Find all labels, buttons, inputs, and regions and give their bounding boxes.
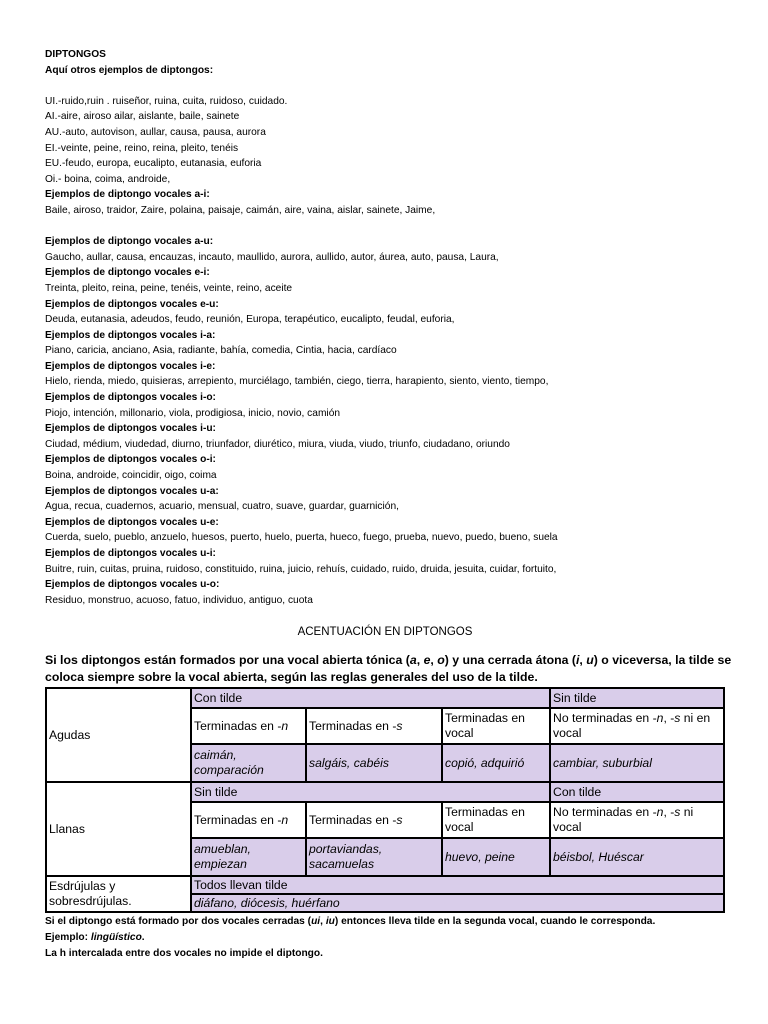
group-words: Piojo, intención, millonario, viola, prodigiosa, inicio, novio, camión bbox=[45, 407, 341, 419]
group-words: Agua, recua, cuadernos, acuario, mensual, cuatro, suave, guardar, guarnición, bbox=[45, 501, 399, 513]
cell-text: Terminadas en - bbox=[309, 812, 397, 827]
esdrujulas-rule: Todos llevan tilde bbox=[191, 876, 724, 894]
row-label-agudas: Agudas bbox=[46, 688, 191, 782]
note-example-word: lingüístico bbox=[90, 931, 142, 943]
document-heading: DIPTONGOS bbox=[45, 49, 106, 60]
group-title: Ejemplos de diptongos vocales u-a: bbox=[45, 485, 219, 497]
cell-letter: s bbox=[674, 805, 681, 820]
header-no-terminadas bbox=[550, 708, 724, 744]
cell-letter: n bbox=[281, 812, 289, 827]
note-text: ) entonces lleva tilde en la segunda vocal, cuando le corresponda. bbox=[334, 916, 656, 928]
intro-vowel: e bbox=[423, 653, 431, 668]
intro-text: , bbox=[579, 653, 587, 668]
group-words: Treinta, pleito, reina, peine, tenéis, veinte, reino, aceite bbox=[45, 282, 293, 294]
basic-line: AI.-aire, airoso ailar, aislante, baile, sainete bbox=[45, 111, 240, 123]
header-terminadas-vocal: Terminadas en vocal bbox=[442, 708, 550, 744]
table-row bbox=[46, 688, 724, 708]
example-cell: caimán, comparación bbox=[191, 744, 306, 782]
table-row bbox=[46, 782, 724, 802]
document-body bbox=[45, 47, 732, 961]
accent-intro bbox=[45, 652, 732, 686]
cell-letter: s bbox=[674, 711, 681, 726]
cell-text: Terminadas en - bbox=[309, 718, 397, 733]
accent-section-title: ACENTUACIÓN EN DIPTONGOS bbox=[297, 626, 473, 639]
group-words: Cuerda, suelo, pueblo, anzuelo, huesos, puerto, huelo, puerta, hueco, fuego, prueba, nuevo, puedo, bueno, suela bbox=[45, 532, 558, 544]
group-title: Ejemplos de diptongos vocales u-e: bbox=[45, 516, 219, 528]
group-title: Ejemplos de diptongos vocales u-o: bbox=[45, 579, 220, 591]
group-words: Baile, airoso, traidor, Zaire, polaina, paisaje, caimán, aire, vaina, aislar, sainete, Jaime, bbox=[45, 204, 436, 216]
header-terminadas-s bbox=[306, 708, 442, 744]
header-terminadas-vocal: Terminadas en vocal bbox=[442, 802, 550, 838]
esdrujulas-examples: diáfano, diócesis, huérfano bbox=[191, 894, 724, 912]
note-example bbox=[45, 930, 725, 946]
group-title: Ejemplos de diptongo vocales a-u: bbox=[45, 236, 214, 248]
document-subheading: Aquí otros ejemplos de diptongos: bbox=[45, 64, 214, 76]
group-title: Ejemplos de diptongo vocales e-i: bbox=[45, 267, 210, 279]
example-cell: amueblan, empiezan bbox=[191, 838, 306, 876]
group-words: Piano, caricia, anciano, Asia, radiante, bahía, comedia, Cintia, hacia, cardíaco bbox=[45, 345, 397, 357]
example-cell: salgáis, cabéis bbox=[306, 744, 442, 782]
group-words: Deuda, eutanasia, adeudos, feudo, reunión, Europa, terapéutico, eucalipto, feudal, euforia, bbox=[45, 314, 455, 326]
cell-text: No terminadas en - bbox=[553, 805, 657, 820]
group-words: Ciudad, médium, viudedad, diurno, triunfador, diurético, miura, viuda, viudo, triunfo, ciudadano, oriundo bbox=[45, 438, 510, 450]
group-header-con-tilde: Con tilde bbox=[191, 688, 550, 708]
intro-text: Si los diptongos están formados por una vocal abierta tónica ( bbox=[45, 653, 410, 668]
group-title: Ejemplos de diptongos vocales u-i: bbox=[45, 548, 216, 559]
basic-line: UI.-ruido,ruin . ruiseñor, ruina, cuita, ruidoso, cuidado. bbox=[45, 95, 288, 107]
group-title: Ejemplos de diptongos vocales o-i: bbox=[45, 454, 216, 466]
group-header-sin-tilde: Sin tilde bbox=[550, 688, 724, 708]
note-text: Si el diptongo está formado por dos vocales cerradas ( bbox=[45, 916, 312, 928]
spacer bbox=[45, 78, 725, 94]
group-header-sin-tilde: Sin tilde bbox=[191, 782, 550, 802]
intro-vowel: o bbox=[437, 653, 445, 668]
spacer bbox=[45, 219, 725, 235]
row-label-llanas: Llanas bbox=[46, 782, 191, 876]
cell-text: Terminadas en - bbox=[194, 718, 282, 733]
example-cell: cambiar, suburbial bbox=[550, 744, 724, 782]
group-title: Ejemplos de diptongo vocales a-i: bbox=[45, 189, 210, 201]
header-terminadas-s bbox=[306, 802, 442, 838]
cell-letter: n bbox=[656, 711, 664, 726]
accent-intro-line-2: coloca siempre sobre la vocal abierta, según las reglas generales del uso de la tilde. bbox=[45, 670, 538, 685]
example-cell: béisbol, Huéscar bbox=[550, 838, 724, 876]
cell-text: , - bbox=[663, 805, 675, 820]
cell-letter: n bbox=[656, 805, 664, 820]
cell-text: , - bbox=[663, 711, 675, 726]
cell-text: ni vocal bbox=[553, 805, 694, 835]
group-words: Residuo, monstruo, acuoso, fatuo, individuo, antiguo, cuota bbox=[45, 594, 313, 606]
note-letters: ui bbox=[311, 916, 321, 928]
cell-letter: s bbox=[396, 718, 403, 733]
group-title: Ejemplos de diptongos vocales i-o: bbox=[45, 392, 216, 404]
example-cell: copió, adquirió bbox=[442, 744, 550, 782]
accent-intro-line-1 bbox=[45, 652, 732, 669]
cell-text: ni en vocal bbox=[553, 711, 711, 741]
group-header-con-tilde: Con tilde bbox=[550, 782, 724, 802]
group-title: Ejemplos de diptongos vocales i-a: bbox=[45, 329, 216, 341]
note-text: . bbox=[141, 931, 145, 943]
cell-letter: n bbox=[281, 718, 289, 733]
table-row bbox=[46, 876, 724, 894]
basic-line: AU.-auto, autovison, aullar, causa, pausa, aurora bbox=[45, 126, 266, 138]
group-words: Gaucho, aullar, causa, encauzas, incauto, maullido, aurora, aullido, autor, áurea, auto, pausa, Laura, bbox=[45, 251, 499, 263]
note-text: Ejemplo: bbox=[45, 931, 91, 943]
note-letters: iu bbox=[325, 916, 335, 928]
intro-vowel: a bbox=[409, 653, 417, 668]
example-cell: portaviandas, sacamuelas bbox=[306, 838, 442, 876]
group-title: Ejemplos de diptongos vocales i-e: bbox=[45, 360, 216, 372]
basic-line: EU.-feudo, europa, eucalipto, eutanasia, euforia bbox=[45, 158, 262, 170]
basic-line: EI.-veinte, peine, reino, reina, pleito, tenéis bbox=[45, 142, 239, 154]
group-words: Buitre, ruin, cuitas, pruina, ruidoso, constituido, ruina, juicio, rehuís, cuidado, ruido, druida, jesuita, cuidar, fortuito, bbox=[45, 563, 557, 575]
header-no-terminadas bbox=[550, 802, 724, 838]
intro-text: , bbox=[430, 653, 438, 668]
cell-letter: s bbox=[396, 812, 403, 827]
group-words: Hielo, rienda, miedo, quisieras, arrepiento, murciélago, también, ciego, tierra, harapiento, siento, viento, tiempo, bbox=[45, 376, 549, 388]
basic-line: Oi.- boina, coima, androide, bbox=[45, 173, 171, 185]
intro-vowel: i bbox=[575, 653, 580, 668]
cell-text: Terminadas en - bbox=[194, 812, 282, 827]
note-h-intercalada: La h intercalada entre dos vocales no impide el diptongo. bbox=[45, 947, 323, 959]
intro-text: ) o viceversa, la tilde se bbox=[593, 653, 732, 668]
group-words: Boina, androide, coincidir, oigo, coima bbox=[45, 470, 217, 482]
group-title: Ejemplos de diptongos vocales i-u: bbox=[45, 423, 216, 435]
example-cell: huevo, peine bbox=[442, 838, 550, 876]
intro-text: , bbox=[416, 653, 424, 668]
cell-text: No terminadas en - bbox=[553, 711, 657, 726]
header-terminadas-n bbox=[191, 802, 306, 838]
note-closed-vowels bbox=[45, 914, 725, 930]
accent-rules-table bbox=[45, 687, 725, 913]
header-terminadas-n bbox=[191, 708, 306, 744]
intro-text: ) y una cerrada átona ( bbox=[444, 653, 576, 668]
intro-vowel: u bbox=[586, 653, 594, 668]
row-label-esdrujulas: Esdrújulas y sobresdrújulas. bbox=[46, 876, 191, 912]
note-text: , bbox=[320, 916, 326, 928]
group-title: Ejemplos de diptongos vocales e-u: bbox=[45, 298, 219, 310]
